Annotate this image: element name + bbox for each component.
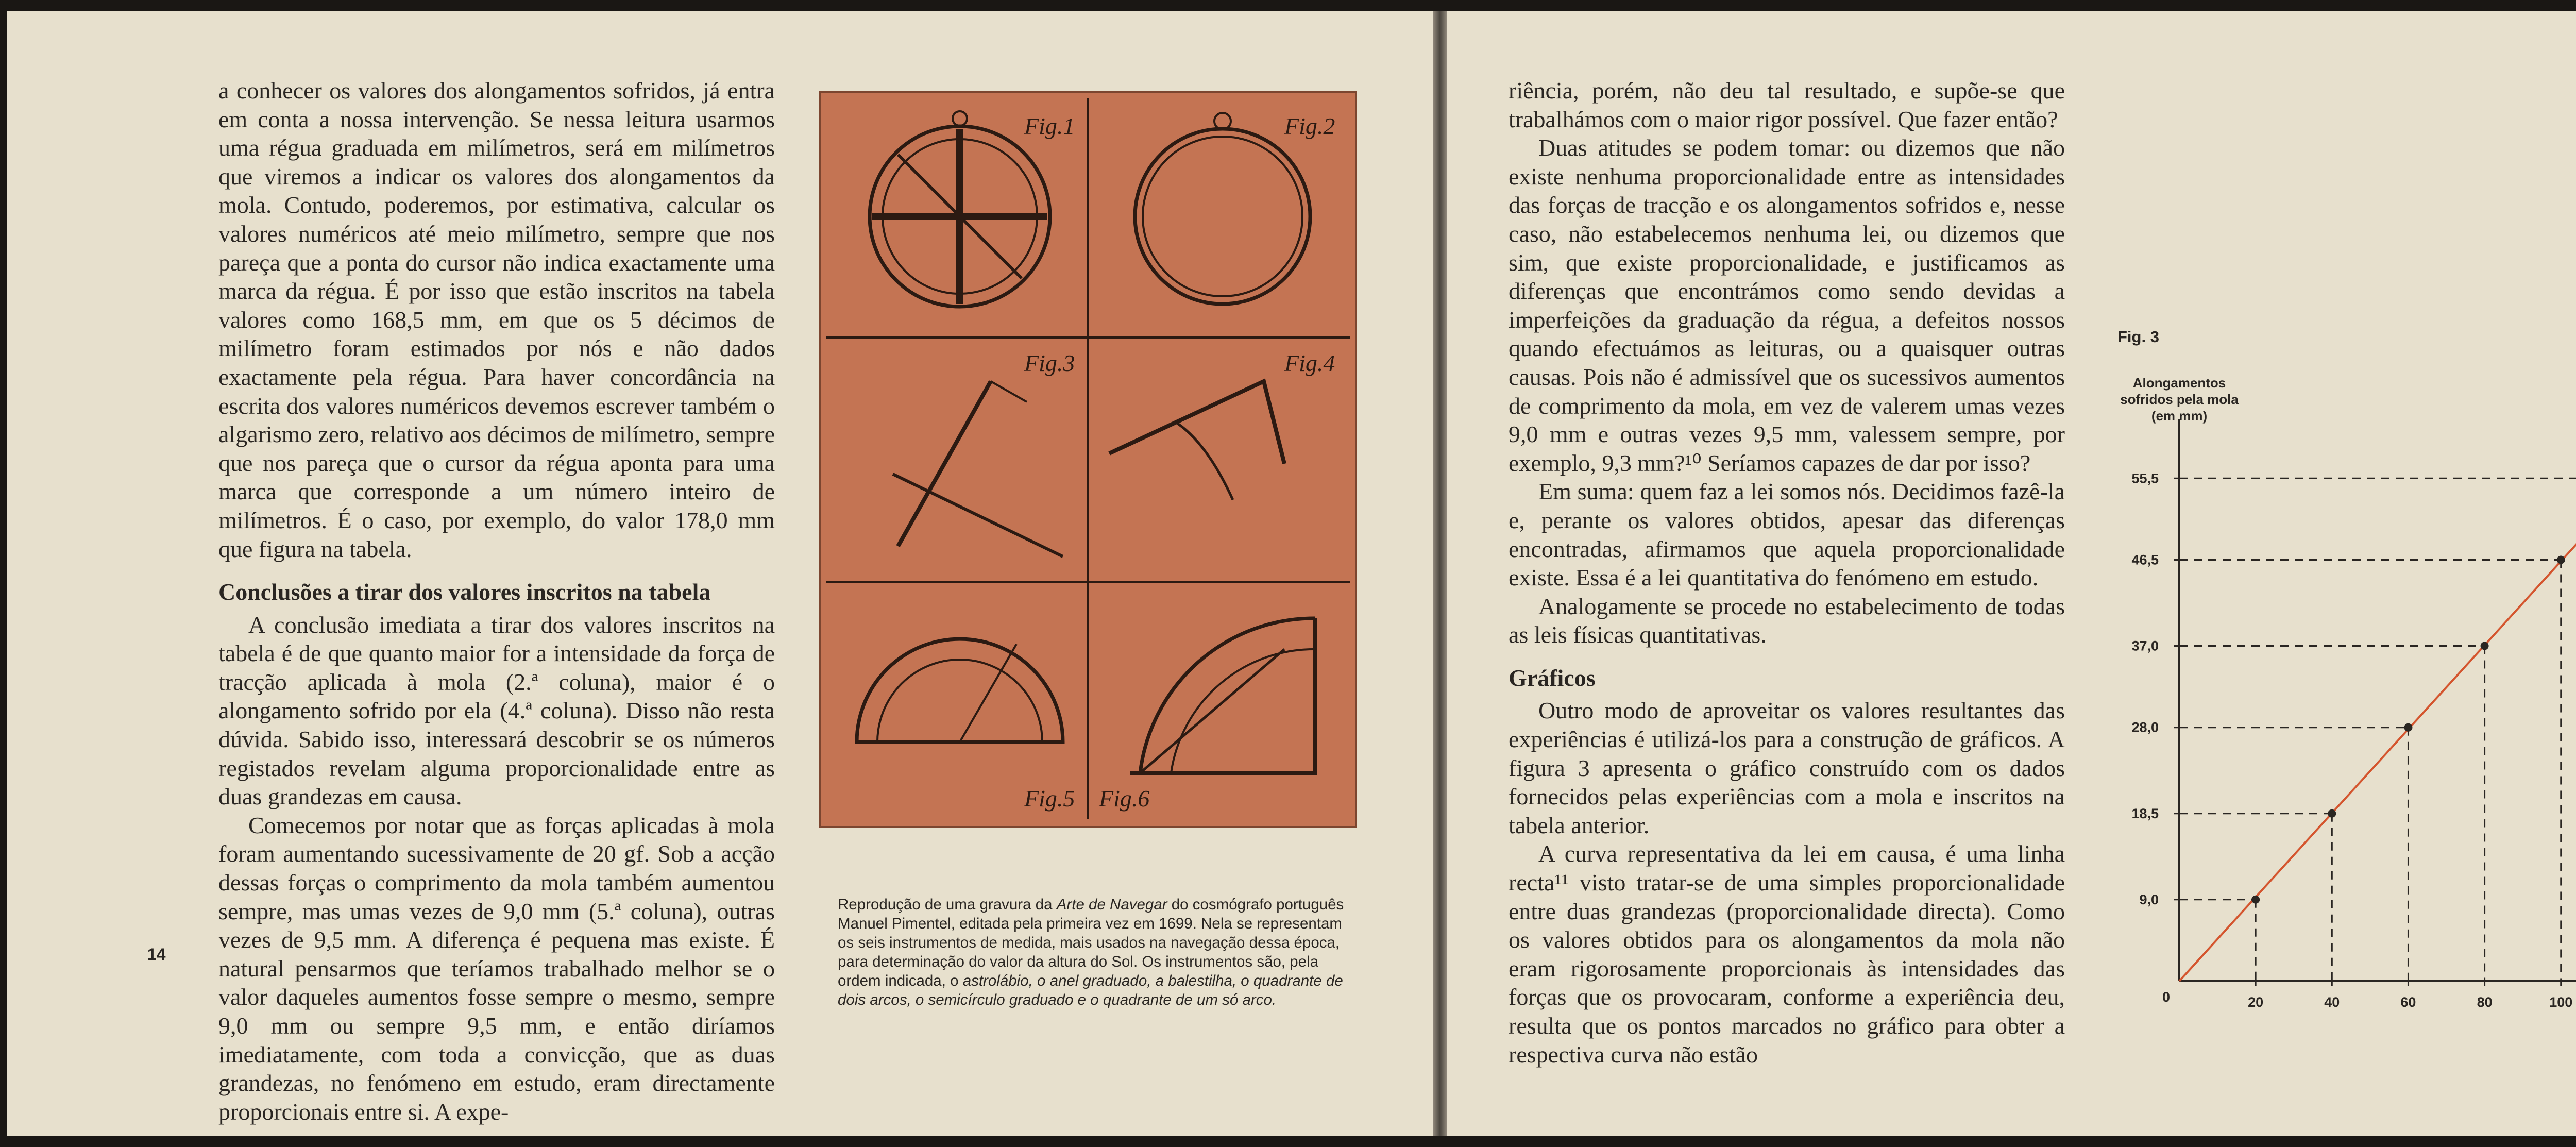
page-number: 14: [147, 945, 166, 964]
section-heading: Gráficos: [1509, 664, 1596, 691]
paragraph: Outro modo de aproveitar os valores resultantes das experiências é utilizá-los para a construção de gráficos. A figura 3 apresenta o gráfico construído com os dados fornecidos pelas experiências com a mola e inscritos na tabela anterior.: [1509, 697, 2065, 838]
caption-instruments: astrolábio, o anel graduado, a balestilha, o quadrante de dois arcos, o semicírculo graduado e o quadrante de um só arco.: [838, 972, 1343, 1008]
spring-extension-chart: [2102, 321, 2576, 1104]
engraving-drawing: [821, 93, 1355, 826]
fit-line: [2179, 427, 2576, 981]
fig-label: Fig.5: [1024, 785, 1075, 812]
x-tick-label: 20: [2248, 994, 2264, 1010]
x-tick-label: 40: [2324, 994, 2340, 1010]
x-tick-label: 100: [2549, 994, 2573, 1010]
paragraph: riência, porém, não deu tal resultado, e supõe-se que trabalhámos com o maior rigor possível. Que fazer então?: [1509, 77, 2065, 132]
right-text-column: [1509, 76, 2065, 1069]
data-point: [2328, 809, 2336, 818]
fig-label: Fig.6: [1099, 785, 1150, 812]
left-text-column: [218, 76, 775, 1126]
paragraph: Em suma: quem faz a lei somos nós. Decidimos fazê-la e, perante os valores obtidos, apesar das diferenças encontradas, afirmamos que aquela proporcionalidade existe. Essa é a lei quantitativa do fenómeno em estudo.: [1509, 478, 2065, 591]
paragraph: a conhecer os valores dos alongamentos sofridos, já entra em conta a nossa intervenção. Se nessa leitura usarmos uma régua graduada em milímetros, será em milímetros que viremos a indicar os valores dos alongamentos da mola. Contudo, poderemos, por estimativa, calcular os valores numéricos até meio milímetro, sempre que nos pareça que a ponta do cursor não indica exactamente uma marca da régua. É por isso que estão inscritos na tabela valores como 168,5 mm, em que os 5 décimos de milímetro foram estimados por nós e não dados exactamente pela régua. Para haver concordância na escrita dos valores numéricos devemos escrever também o algarismo zero, relativo aos décimos de milímetro, sempre que nos pareça que o cursor da régua aponta para uma marca que corresponde a um número inteiro de milímetros. É o caso, por exemplo, do valor 178,0 mm que figura na tabela.: [218, 77, 775, 562]
fig-label: Fig.2: [1284, 113, 1335, 139]
data-point: [2251, 896, 2260, 904]
caption-text: Reprodução de uma gravura da: [838, 896, 1057, 913]
y-axis-label: Alongamentos sofridos pela mola (em mm): [2120, 375, 2239, 424]
y-tick-label: 18,5: [2131, 805, 2159, 821]
fig-label: Fig.1: [1024, 113, 1075, 139]
paragraph: A curva representativa da lei em causa, é uma linha recta¹¹ visto tratar-se de uma simples proporcionalidade entre duas grandezas (proporcionalidade directa). Como os valores obtidos para os alongamentos da mola não eram rigorosamente proporcionais às intensidades das forças que os provocaram, conforme a experiência deu, resulta que os pontos marcados no gráfico para obter a respectiva curva não estão: [1509, 840, 2065, 1068]
paragraph: Analogamente se procede no estabelecimento de todas as leis físicas quantitativas.: [1509, 593, 2065, 648]
left-page: [7, 11, 1433, 1136]
y-tick-label: 55,5: [2131, 470, 2159, 486]
engraving-illustration: [819, 91, 1357, 828]
paragraph: Duas atitudes se podem tomar: ou dizemos que não existe nenhuma proporcionalidade entre as intensidades das forças de tracção e os alongamentos sofridos e, nesse caso, não estabelecemos nenhuma lei, ou dizemos que sim, que existe proporcionalidade, e justificamos as diferenças que encontrámos como sendo devidas a imperfeições da graduação da régua, a defeitos nossos quando efectuámos as leituras, ou a quaisquer outras causas. Pois não é admissível que os sucessivos aumentos de comprimento da mola, em vez de valerem umas vezes 9,0 mm e outras vezes 9,5 mm, valessem sempre, por exemplo, 9,3 mm?¹⁰ Seríamos capazes de dar por isso?: [1509, 134, 2065, 476]
x-tick-label: 80: [2477, 994, 2493, 1010]
fig-label: Fig.4: [1284, 350, 1335, 376]
y-tick-label: 9,0: [2139, 891, 2159, 907]
engraving-caption: [838, 895, 1358, 1009]
data-point: [2557, 556, 2565, 564]
paragraph: Comecemos por notar que as forças aplicadas à mola foram aumentando sucessivamente de 20 gf. Sob a acção dessas forças o comprimento da mola também aumentou sempre, mas umas vezes de 9,0 mm (5.ª coluna), outras vezes de 9,5 mm. A diferença é pequena mas existe. É natural pensarmos que teríamos trabalhado melhor se o valor daqueles aumentos fosse sempre o mesmo, sempre 9,0 mm ou sempre 9,5 mm, e então diríamos imediatamente, com toda a convicção, que as duas grandezas, no fenómeno em estudo, eram directamente proporcionais entre si. A expe-: [218, 812, 775, 1125]
origin-label: 0: [2162, 989, 2170, 1005]
right-page: [1447, 11, 2576, 1136]
book-gutter: [1433, 11, 1447, 1136]
paragraph: A conclusão imediata a tirar dos valores inscritos na tabela é de que quanto maior for a intensidade da força de tracção aplicada à mola (2.ª coluna), maior é o alongamento sofrido por ela (4.ª coluna). Disso não resta dúvida. Sabido isso, interessará descobrir se os números registados revelam alguma proporcionalidade entre as duas grandezas em causa.: [218, 611, 775, 810]
caption-text: do cosmógrafo português Manuel Pimentel, editada pela primeira vez em 1699. Nela se representam os seis instrumentos de medida, mais usados na navegação dessa época, para determinação do valor da altura do Sol. Os instrumentos são, pela ordem indicada, o: [838, 896, 1344, 989]
data-point: [2481, 642, 2489, 650]
section-heading: Conclusões a tirar dos valores inscritos na tabela: [218, 579, 711, 605]
y-tick-label: 28,0: [2131, 719, 2159, 735]
caption-book-title: Arte de Navegar: [1056, 896, 1167, 913]
chart-title: Fig. 3: [2117, 328, 2159, 346]
fig-label: Fig.3: [1024, 350, 1075, 376]
y-tick-label: 46,5: [2131, 552, 2159, 568]
data-point: [2404, 723, 2412, 732]
x-tick-label: 60: [2400, 994, 2416, 1010]
y-tick-label: 37,0: [2131, 638, 2159, 654]
